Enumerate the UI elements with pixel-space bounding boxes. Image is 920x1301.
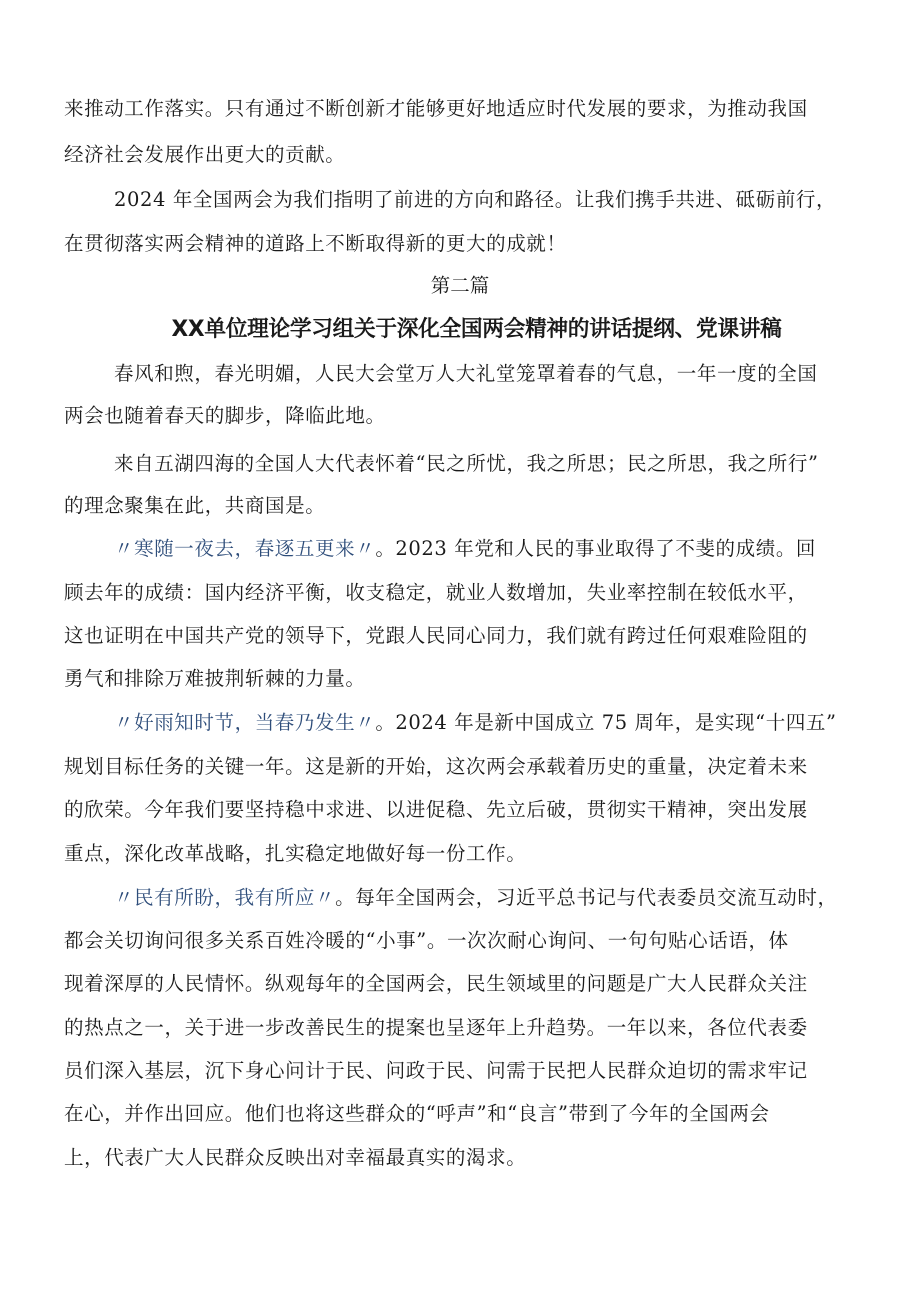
paragraph-text: 。2023 年党和人民的事业取得了不斐的成绩。回: [375, 537, 817, 560]
quoted-phrase: 〃寒随一夜去，春逐五更来〃: [114, 537, 376, 560]
section-label: 第二篇: [430, 274, 490, 297]
body-paragraph-1-line-1: 春风和煦，春光明媚，人民大会堂万人大礼堂笼罩着春的气息，一年一度的全国: [114, 362, 818, 385]
body-paragraph-4-line-2: 规划目标任务的关键一年。这是新的开始，这次两会承载着历史的重量，决定着未来: [64, 755, 808, 778]
body-paragraph-2-line-2: 的理念聚集在此，共商国是。: [64, 494, 326, 517]
body-paragraph-5-line-5: 员们深入基层，沉下身心问计于民、问政于民、问需于民把人民群众迫切的需求牢记: [64, 1059, 808, 1082]
body-paragraph-4-line-4: 重点，深化改革战略，扎实稳定地做好每一份工作。: [64, 842, 527, 865]
body-paragraph-4-line-1: [114, 709, 837, 737]
paragraph-text: 。2024 年是新中国成立 75 周年，是实现“十四五”: [375, 711, 837, 734]
body-paragraph-3-line-2: 顾去年的成绩：国内经济平衡，收支稳定，就业人数增加，失业率控制在较低水平，: [64, 581, 808, 604]
intro-paragraph-1-line-2: 经济社会发展作出更大的贡献。: [64, 143, 346, 166]
intro-paragraph-2-line-2: 在贯彻落实两会精神的道路上不断取得新的更大的成就！: [64, 232, 567, 255]
body-paragraph-5-line-6: 在心，并作出回应。他们也将这些群众的“呼声”和“良言”带到了今年的全国两会: [64, 1102, 770, 1125]
body-paragraph-5-line-7: 上，代表广大人民群众反映出对幸福最真实的渴求。: [64, 1146, 527, 1169]
body-paragraph-5-line-4: 的热点之一，关于进一步改善民生的提案也呈逐年上升趋势。一年以来，各位代表委: [64, 1016, 808, 1039]
quoted-phrase: 〃民有所盼，我有所应〃: [114, 886, 336, 909]
intro-paragraph-1-line-1: 来推动工作落实。只有通过不断创新才能够更好地适应时代发展的要求，为推动我国: [64, 97, 808, 120]
body-paragraph-4-line-3: 的欣荣。今年我们要坚持稳中求进、以进促稳、先立后破，贯彻实干精神，突出发展: [64, 798, 808, 821]
body-paragraph-3-line-3: 这也证明在中国共产党的领导下，党跟人民同心同力，我们就有跨过任何艰难险阻的: [64, 624, 808, 647]
body-paragraph-1-line-2: 两会也随着春天的脚步，降临此地。: [64, 404, 386, 427]
document-title: XX单位理论学习组关于深化全国两会精神的讲话提纲、党课讲稿: [171, 317, 782, 342]
quoted-phrase: 〃好雨知时节，当春乃发生〃: [114, 711, 376, 734]
body-paragraph-3-line-1: [114, 535, 816, 563]
body-paragraph-5-line-2: 都会关切询问很多关系百姓冷暖的“小事”。一次次耐心询问、一句句贴心话语，体: [64, 929, 789, 952]
paragraph-text: 。每年全国两会，习近平总书记与代表委员交流互动时，: [335, 886, 838, 909]
body-paragraph-2-line-1: 来自五湖四海的全国人大代表怀着“民之所忧，我之所思；民之所思，我之所行”: [114, 452, 819, 475]
body-paragraph-3-line-4: 勇气和排除万难披荆斩棘的力量。: [64, 667, 366, 690]
body-paragraph-5-line-3: 现着深厚的人民情怀。纵观每年的全国两会，民生领域里的问题是广大人民群众关注: [64, 972, 808, 995]
intro-paragraph-2-line-1: 2024 年全国两会为我们指明了前进的方向和路径。让我们携手共进、砥砺前行，: [114, 188, 837, 211]
body-paragraph-5-line-1: [114, 884, 838, 912]
